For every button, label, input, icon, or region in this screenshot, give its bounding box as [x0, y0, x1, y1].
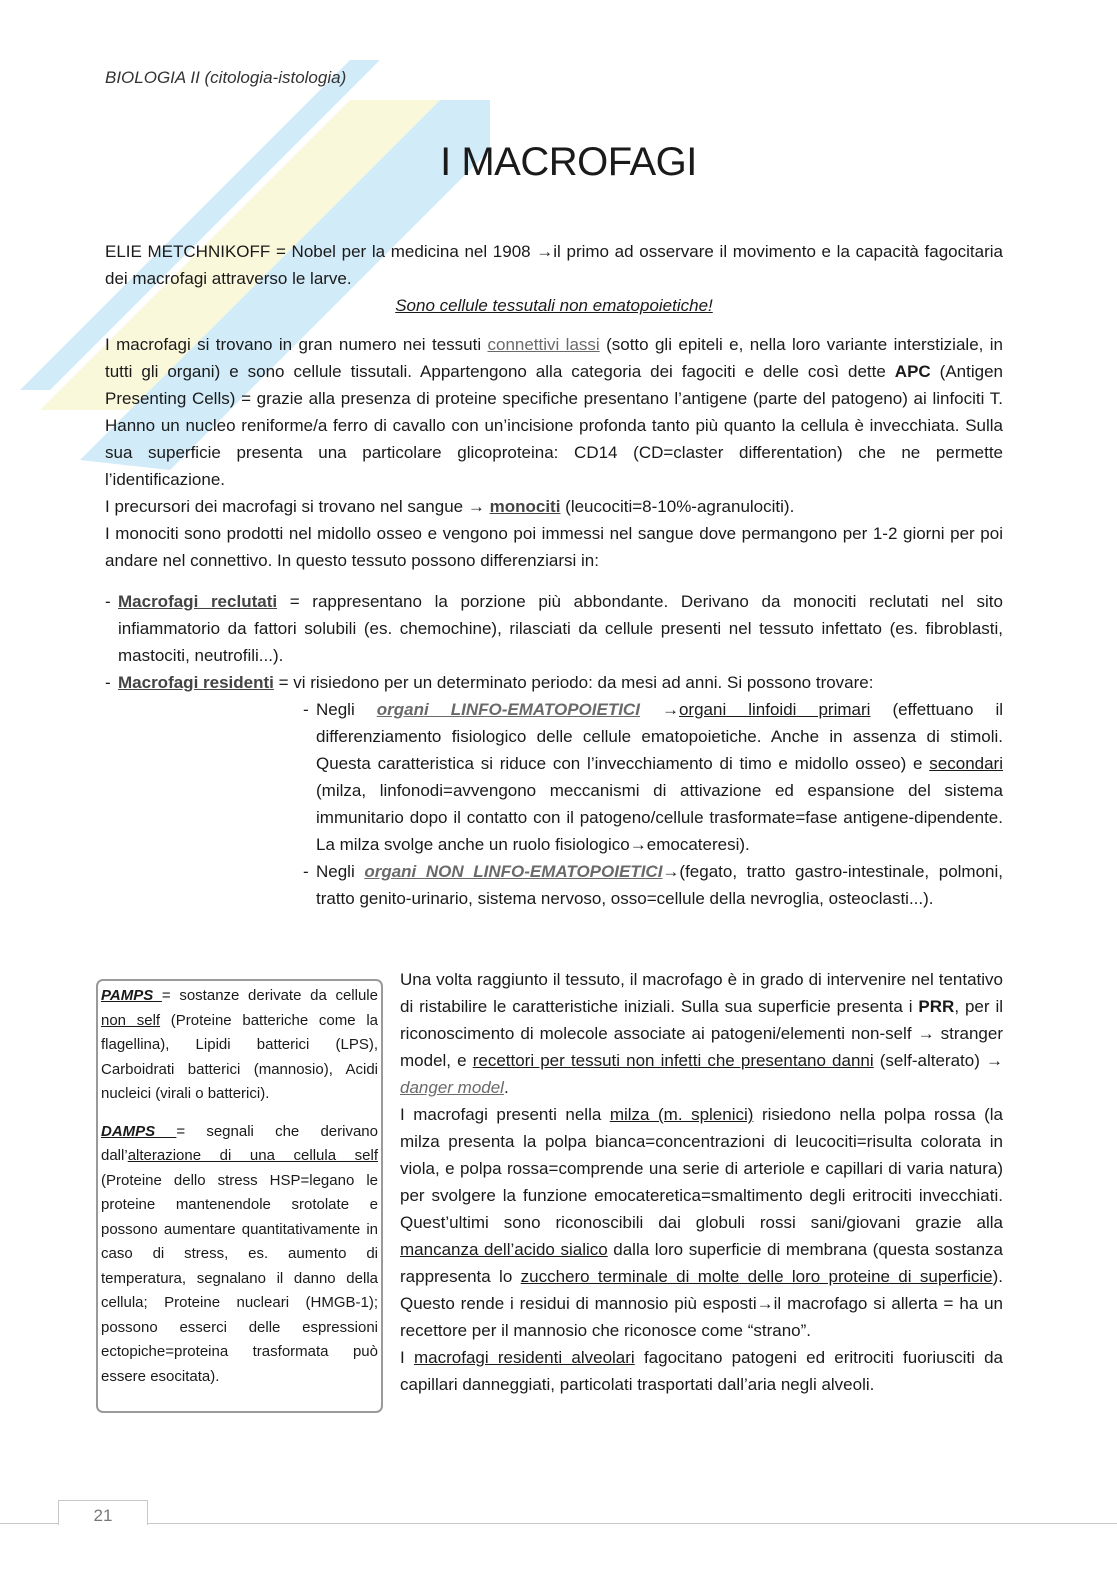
intro-paragraph: ELIE METCHNIKOFF = Nobel per la medicina nel 1908 →il primo ad osservare il movimento e la capacità fagocitaria dei macrofagi attraverso le larve. Sono cellule tessutali non ematopoietiche!	[105, 238, 1003, 319]
macrofagi-list	[105, 588, 1003, 696]
term-organi-linfo: organi LINFO-EMATOPOIETICI	[376, 700, 640, 719]
sidebar-box-pamps-damps	[96, 979, 383, 1413]
term-connettivi-lassi: connettivi lassi	[487, 335, 600, 354]
arrow-icon: →	[917, 1024, 935, 1043]
intro-highlight: Sono cellule tessutali non ematopoietiche!	[395, 296, 713, 315]
arrow-icon: →	[536, 242, 554, 261]
page-number: 21	[58, 1500, 148, 1525]
right-column-text: Una volta raggiunto il tessuto, il macrofago è in grado di intervenire nel tentativo di ristabilire le caratteristiche iniziali. Sulla sua superficie presenta i PRR, per il riconoscimento di molecole associate ai patogeni/elementi non-self → stranger model, e recettori per tessuti non infetti che presentano danni (self-alterato) → danger model. I macrofagi presenti nella milza (m. splenici) risiedono nella polpa rossa (la milza presenta la polpa bianca=concentrazioni di leucociti=risulta colorata in viola, e polpa rossa=comprende una serie di arteriole e capillari di varia natura) per svolgere la funzione emocateretica=smaltimento degli eritrociti invecchiati. Quest’ultimi sono riconoscibili dai globuli rossi sani/giovani grazie alla mancanza dell’acido sialico dalla loro superficie di membrana (questa sostanza rappresenta lo zucchero terminale di molte delle loro proteine di superficie). Questo rende i residui di mannosio più esposti→il macrofago si allerta = ha un recettore per il mannosio che riconosce come “strano”. I macrofagi residenti alveolari fagocitano patogeni ed eritrociti fuoriusciti da capillari danneggiati, particolati trasportati dall’aria negli alveoli.	[400, 970, 1004, 1394]
arrow-icon: →	[756, 1294, 774, 1313]
term-monociti: monociti	[489, 497, 561, 516]
term-danger-model: danger model	[400, 1078, 504, 1097]
footer-divider	[0, 1523, 1117, 1524]
arrow-icon: →	[467, 497, 485, 516]
arrow-icon: →	[629, 835, 647, 854]
damps-definition: DAMPS = segnali che derivano dall’alterazione di una cellula self (Proteine dello stress HSP=legano le proteine mantenendole srotolate e possono aumentare quantitativamente in caso di stress, es. aumento di temperatura, segnalano il danno della cellula; Proteine nucleari (HMGB-1); possono esserci delle espressioni ectopiche=proteina trasformata può essere esocitata).	[101, 1122, 378, 1385]
arrow-icon: →	[986, 1051, 1003, 1070]
sublist-item-non-linfo: - Negli organi NON LINFO-EMATOPOIETICI→(fegato, tratto gastro-intestinale, polmoni, tratto genito-urinario, sistema nervoso, osso=cellule della nevroglia, osteoclasti...).	[303, 858, 1003, 912]
list-item-residenti: - Macrofagi residenti = vi risiedono per un determinato periodo: da mesi ad anni. Si possono trovare:	[105, 669, 1003, 696]
residenti-sublist	[303, 696, 1003, 912]
page-title: I MACROFAGI	[440, 140, 697, 184]
sublist-item-linfo: - Negli organi LINFO-EMATOPOIETICI →organi linfoidi primari (effettuano il differenziamento fisiologico delle cellule ematopoietiche. Anche in assenza di stimoli. Questa caratteristica si riduce con l’invecchiamento di timo e midollo osseo) e secondari (milza, linfonodi=avvengono meccanismi di attivazione ed espansione del sistema immunitario dopo il contatto con il patogeno/cellule trasformate=fase antigene-dipendente. La milza svolge anche un ruolo fisiologico→emocateresi).	[303, 696, 1003, 858]
paragraph-macrofagi: I macrofagi si trovano in gran numero nei tessuti connettivi lassi (sotto gli epiteli e, nella loro variante interstiziale, in tutti gli organi) e sono cellule tissutali. Appartengono alla categoria dei fagociti e delle così dette APC (Antigen Presenting Cells) = grazie alla presenza di proteine specifiche presentano l’antigene (parte del patogeno) ai linfociti T. Hanno un nucleo reniforme/a ferro di cavallo con un’incisione profonda tanto più quanto la cellula è invecchiata. Sulla sua superficie presenta una particolare glicoproteina: CD14 (CD=claster differentation) che ne permette l’identificazione. I precursori dei macrofagi si trovano nel sangue → monociti (leucociti=8-10%-agranulociti). I monociti sono prodotti nel midollo osseo e vengono poi immessi nel sangue dove permangono per 1-2 giorni per poi andare nel connettivo. In questo tessuto possono differenziarsi in:	[105, 335, 1003, 570]
term-organi-non-linfo: organi NON LINFO-EMATOPOIETICI	[364, 862, 663, 881]
document-header: BIOLOGIA II (citologia-istologia)	[105, 68, 347, 87]
arrow-icon: →	[661, 700, 679, 719]
arrow-icon: →	[662, 862, 680, 881]
term-prr: PRR	[918, 997, 955, 1016]
term-apc: APC	[894, 362, 931, 381]
list-item-reclutati: - Macrofagi reclutati = rappresentano la porzione più abbondante. Derivano da monociti reclutati nel sito infiammatorio da fattori solubili (es. chemochine), rilasciati da cellule presenti nel tessuto infettato (es. fibroblasti, mastociti, neutrofili...).	[105, 588, 1003, 669]
pamps-definition: PAMPS = sostanze derivate da cellule non self (Proteine batteriche come la flagellina), Lipidi batterici (LPS), Carboidrati batterici (mannosio), Acidi nucleici (virali o batterici).	[101, 987, 378, 1102]
